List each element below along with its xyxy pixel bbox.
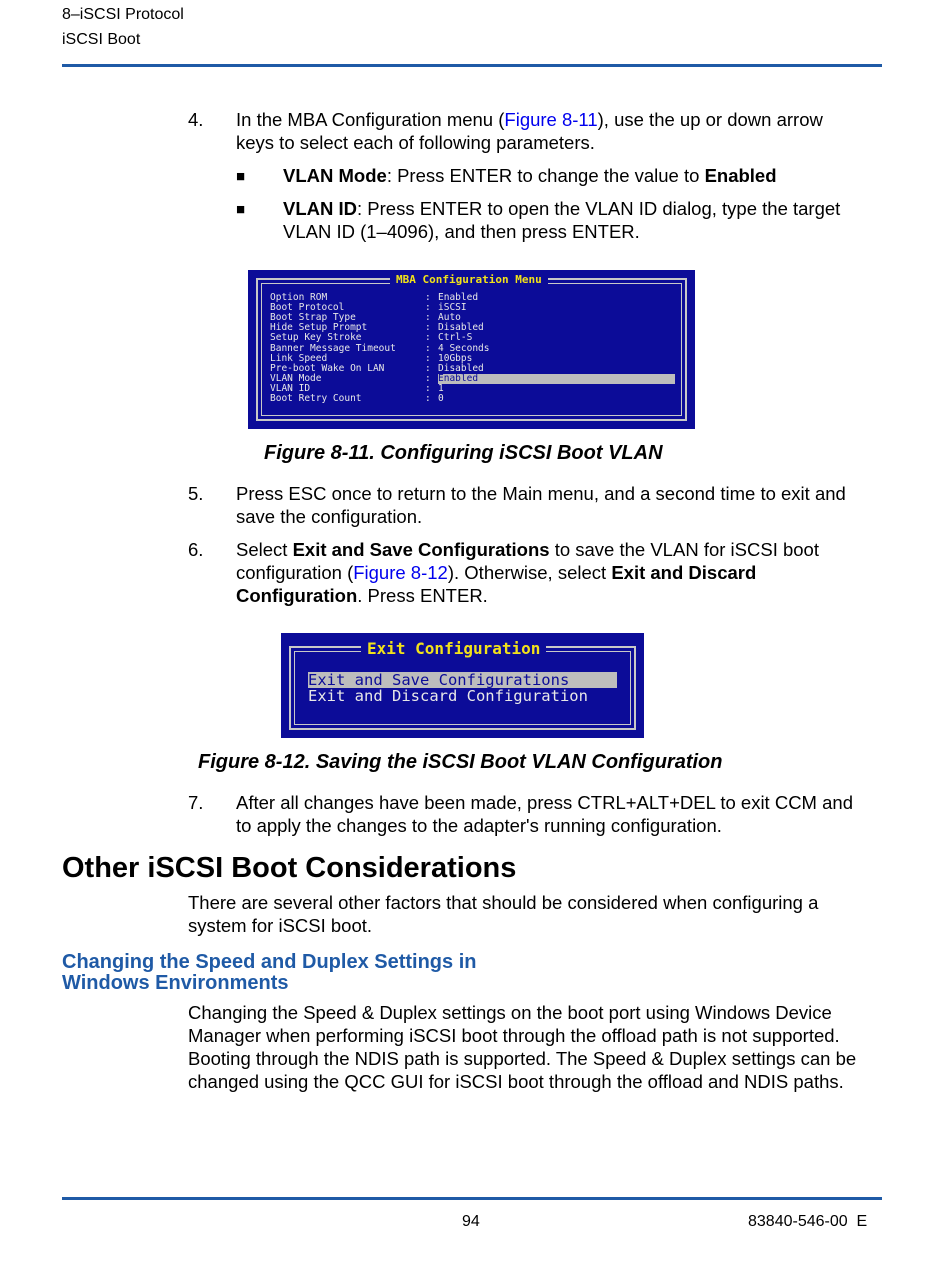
header-section: iSCSI Boot [62,31,141,48]
exit-and-discard-option[interactable]: Exit and Discard Configuration [308,687,588,705]
section-para-line-1: There are several other factors that should be considered when configuring a [188,892,819,913]
document-id: 83840-546-00 E [748,1213,868,1230]
menu-row-value[interactable]: 0 [438,393,444,404]
menu-row-value[interactable]: Enabled [438,374,675,384]
menu-row-value[interactable]: 1 [438,382,444,394]
bullet-vlan-id-term: VLAN ID [283,198,357,219]
page-number: 94 [462,1213,480,1230]
subsection-heading-line-2: Windows Environments [62,972,289,994]
step-4-text [236,108,886,154]
subsection-para-line-3: Booting through the NDIS path is supported. The Speed & Duplex settings can be [188,1048,857,1069]
mba-configuration-menu-screen [248,270,695,429]
menu-row-separator: : [425,382,431,394]
step-7-line-1: After all changes have been made, press CTRL+ALT+DEL to exit CCM and [236,792,853,813]
menu-row-value[interactable]: iSCSI [438,302,467,314]
step-7-line-2: to apply the changes to the adapter's running configuration. [236,815,722,836]
subsection-paragraph [188,1001,888,1093]
bullet-square-icon: ■ [236,168,246,185]
menu-row-value[interactable]: Disabled [438,322,484,334]
menu-row-separator: : [425,312,431,324]
menu-row-separator: : [425,332,431,344]
header-chapter: 8–iSCSI Protocol [62,6,184,23]
figure-8-11-caption: Figure 8-11. Configuring iSCSI Boot VLAN [264,442,663,464]
step-5-text [236,482,886,528]
subsection-para-line-1: Changing the Speed & Duplex settings on the boot port using Windows Device [188,1002,832,1023]
section-paragraph [188,891,888,937]
subsection-heading [62,952,476,994]
step-5-line-2: save the configuration. [236,506,423,527]
step-4-number: 4. [188,109,204,130]
step-4-line-2: keys to select each of following parameters. [236,132,595,153]
footer-rule [62,1197,882,1200]
menu-row-separator: : [425,292,431,303]
step-6-c: configuration ( [236,562,354,583]
menu-row-separator: : [425,322,431,334]
menu-row-value[interactable]: Auto [438,312,461,324]
step-6-text [236,538,886,607]
menu-row-label: Setup Key Stroke [270,332,362,344]
mba-menu-title: MBA Configuration Menu [390,272,548,288]
bullet-vlan-mode-term: VLAN Mode [283,165,387,186]
menu-row-label: VLAN ID [270,382,311,394]
menu-row-separator: : [425,302,431,314]
step-4-text-b: ), use the up or down arrow [597,109,823,130]
menu-row-label: Boot Protocol [270,302,345,314]
menu-row-value[interactable]: 10Gbps [438,352,473,364]
bullet-vlan-id-text: : Press ENTER to open the VLAN ID dialog, type the target [357,198,841,219]
menu-row-label: Banner Message Timeout [270,342,396,354]
menu-row-label: Option ROM [270,292,328,303]
subsection-para-line-2: Manager when performing iSCSI boot through the offload path is not supported. [188,1025,840,1046]
step-5-number: 5. [188,483,204,504]
step-6-e: . Press ENTER. [357,585,488,606]
menu-row-value[interactable]: Disabled [438,362,484,374]
exit-and-save-option[interactable]: Exit and Save Configurations [308,672,617,688]
step-6-d: ). Otherwise, select [447,562,612,583]
figure-8-11-link[interactable]: Figure 8-11 [504,109,598,130]
step-4-text-a: In the MBA Configuration menu ( [236,109,505,130]
menu-row-label: Hide Setup Prompt [270,322,368,334]
step-6-save-term: Exit and Save Configurations [292,539,550,560]
bullet-vlan-id-line-2: VLAN ID (1–4096), and then press ENTER. [283,221,640,242]
bullet-vlan-id [283,197,883,243]
header-rule [62,64,882,67]
menu-row-label: VLAN Mode [270,372,322,384]
section-para-line-2: system for iSCSI boot. [188,915,373,936]
menu-row-separator: : [425,393,431,404]
bullet-vlan-mode-value: Enabled [704,165,777,186]
section-heading: Other iSCSI Boot Considerations [62,852,517,884]
step-6-discard-term-2: Configuration [236,585,358,606]
subsection-heading-line-1: Changing the Speed and Duplex Settings in [62,951,477,973]
step-6-discard-term: Exit and Discard [611,562,757,583]
step-5-line-1: Press ESC once to return to the Main menu, and a second time to exit and [236,483,846,504]
menu-row-label: Boot Retry Count [270,393,362,404]
menu-row-label: Boot Strap Type [270,312,356,324]
exit-menu-title: Exit Configuration [361,639,546,659]
menu-row-separator: : [425,372,431,384]
menu-row-separator: : [425,342,431,354]
exit-configuration-screen [281,633,644,738]
menu-row-label: Pre-boot Wake On LAN [270,362,385,374]
step-7-number: 7. [188,792,204,813]
step-6-number: 6. [188,539,204,560]
menu-row-label: Link Speed [270,352,328,364]
bullet-vlan-mode-text: : Press ENTER to change the value to [386,165,705,186]
figure-8-12-link[interactable]: Figure 8-12 [353,562,448,583]
menu-row-separator: : [425,352,431,364]
menu-row-value[interactable]: Enabled [438,292,479,303]
menu-row-separator: : [425,362,431,374]
step-6-b: to save the VLAN for iSCSI boot [549,539,819,560]
menu-row-value[interactable]: Ctrl-S [438,332,473,344]
bullet-vlan-mode [283,164,883,187]
bullet-square-icon: ■ [236,201,246,218]
step-7-text [236,791,886,837]
menu-row-value[interactable]: 4 Seconds [438,342,490,354]
subsection-para-line-4: changed using the QCC GUI for iSCSI boot through the offload and NDIS paths. [188,1071,844,1092]
step-6-a: Select [236,539,293,560]
figure-8-12-caption: Figure 8-12. Saving the iSCSI Boot VLAN Configuration [198,751,723,773]
